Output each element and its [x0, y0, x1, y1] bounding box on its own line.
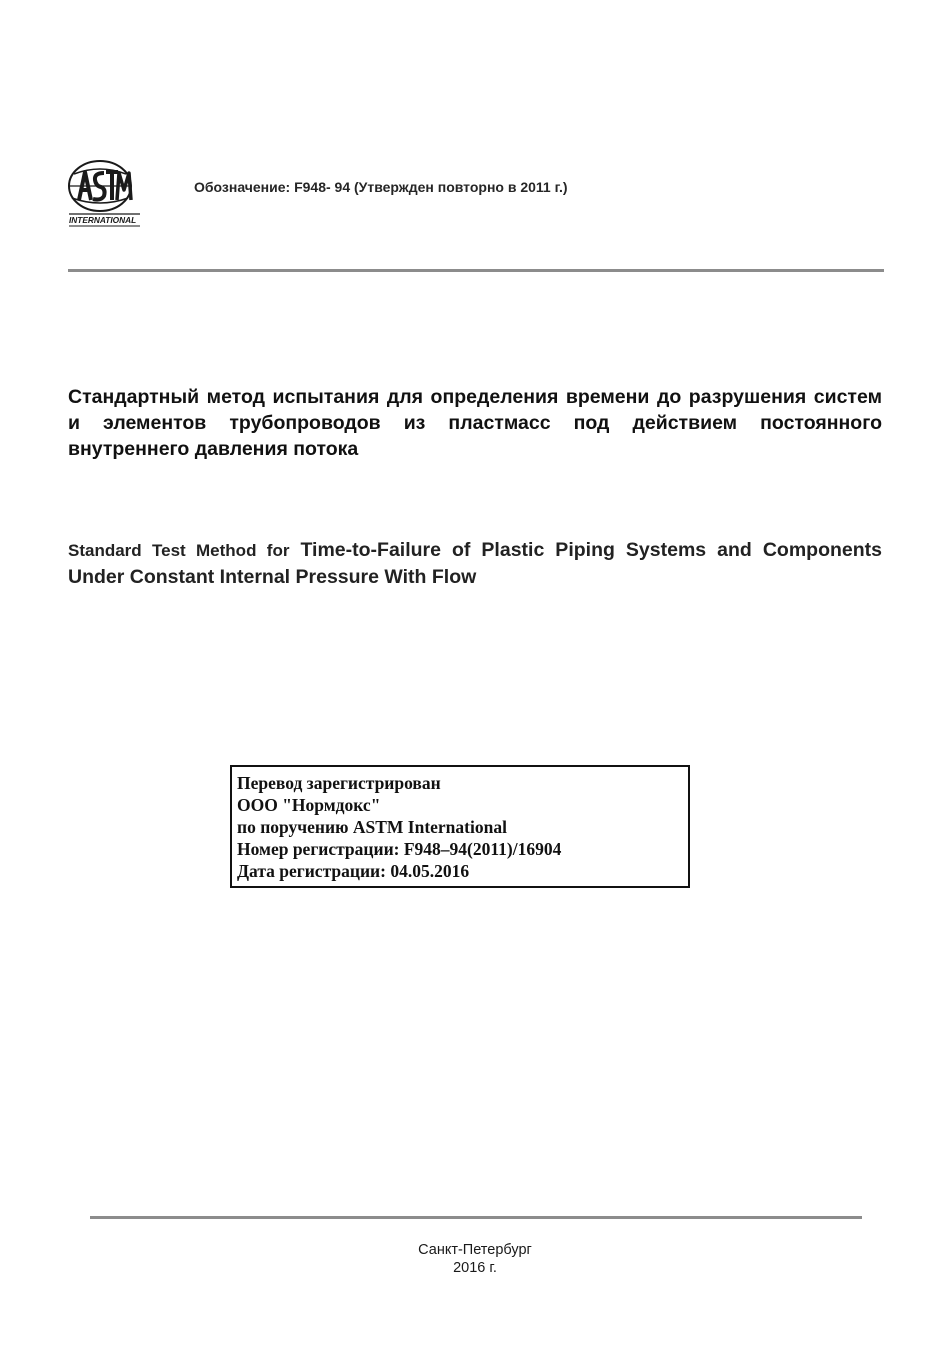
title-english-rest: Time-to-Failure of Plastic Piping Systems and Components Under Constant Internal Pressure With Flow: [68, 539, 882, 588]
logo-subtext: INTERNATIONAL: [69, 215, 137, 225]
footer-year: 2016 г.: [453, 1260, 497, 1276]
header-divider: [68, 269, 884, 272]
astm-logo-icon: [66, 160, 144, 228]
footer: [0, 1241, 950, 1277]
registration-line: ООО "Нормдокс": [237, 795, 381, 815]
registration-date: Дата регистрации: 04.05.2016: [237, 861, 470, 881]
registration-stamp: [230, 765, 690, 888]
footer-divider: [90, 1216, 862, 1219]
title-russian: Стандартный метод испытания для определения времени до разрушения систем и элементов трубопроводов из пластмасс под действием постоянного внутреннего давления потока: [68, 386, 882, 460]
title-english: [68, 537, 882, 590]
title-english-lead: Standard Test Method for: [68, 541, 290, 560]
registration-number: Номер регистрации: F948–94(2011)/16904: [237, 839, 562, 859]
astm-logo: [66, 160, 144, 228]
footer-city: Санкт-Петербург: [418, 1242, 532, 1258]
registration-line: по поручению ASTM International: [237, 817, 507, 837]
document-designation: Обозначение: F948- 94 (Утвержден повторно в 2011 г.): [194, 179, 568, 195]
registration-line: Перевод зарегистрирован: [237, 773, 441, 793]
